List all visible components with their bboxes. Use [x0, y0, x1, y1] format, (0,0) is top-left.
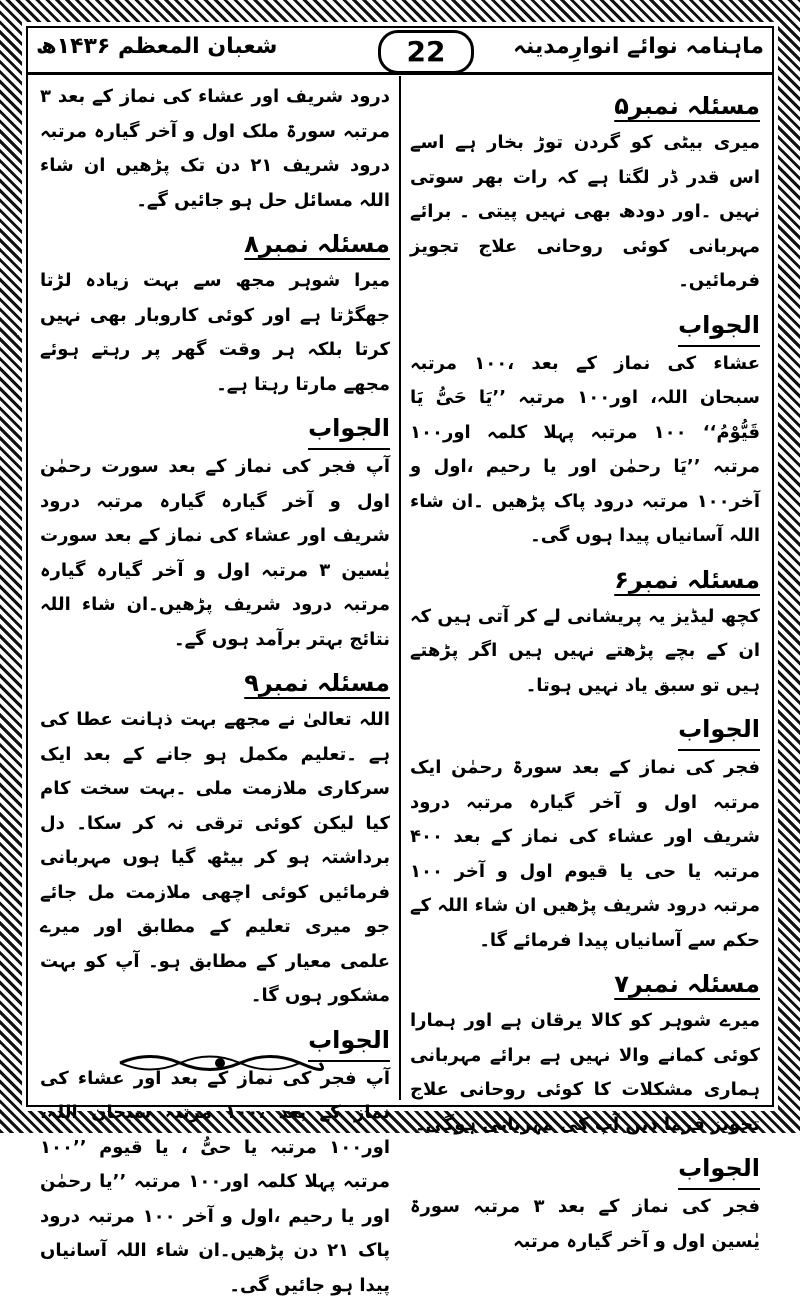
paragraph: درود شریف اور عشاء کی نماز کے بعد ۳ مرتبہ سورۃ ملک اول و آخر گیارہ مرتبہ درود شریف ۲۱ دن تک پڑھیں ان شاء اللہ مسائل حل ہو جائیں گے۔: [40, 80, 390, 218]
paragraph: عشاء کی نماز کے بعد ،۱۰۰ مرتبہ سبحان اللہ، اور۱۰۰ مرتبہ ’’یَا حَیُّ یَا قَیُّوْمُ‘‘ ۱۰۰ مرتبہ پہلا کلمہ اور۱۰۰ مرتبہ ’’یَا رحمٰن اور یا رحیم ،اول و آخر۱۰۰ مرتبہ درود پاک پڑھیں ۔ان شاء اللہ آسانیاں پیدا ہوں گی۔: [410, 347, 760, 554]
paragraph: آپ فجر کی نماز کے بعد اور عشاء کی نماز کے بعد ،۱۰۰ مرتبہ سبحان اللہ، اور۱۰۰ مرتبہ یا حیُّ ، یا قیوم ’’۱۰۰ مرتبہ پہلا کلمہ اور۱۰۰ مرتبہ ’’یا رحمٰن اور یا رحیم ،اول و آخر ۱۰۰ مرتبہ درود پاک ۲۱ دن پڑھیں۔ان شاء اللہ آسانیاں پیدا ہو جائیں گی۔: [40, 1062, 390, 1303]
column-divider: [399, 76, 401, 1100]
paragraph: اللہ تعالیٰ نے مجھے بہت ذہانت عطا کی ہے ۔تعلیم مکمل ہو جانے کے بعد ایک سرکاری ملازمت ملی ۔بہت سخت کام کیا لیکن کوئی ترقی نہ کر سکا۔ دل برداشتہ ہو کر بیٹھ گیا ہوں مہربانی فرمائیں کوئی اچھی ملازمت مل جائے جو میری تعلیم کے مطابق اور میرے علمی معیار کے مطابق ہو۔ آپ کو بہت مشکور ہوں گا۔: [40, 703, 390, 1014]
paragraph: فجر کی نماز کے بعد ۳ مرتبہ سورۃ یٰسین اول و آخر گیارہ مرتبہ: [410, 1190, 760, 1259]
paragraph: کچھ لیڈیز یہ پریشانی لے کر آتی ہیں کہ ان کے بچے پڑھتے نہیں ہیں اگر پڑھتے ہیں تو سبق یاد نہیں ہوتا۔: [410, 600, 760, 704]
answer-heading: الجواب: [678, 709, 760, 751]
paragraph: میرے شوہر کو کالا یرقان ہے اور ہمارا کوئی کمانے والا نہیں ہے برائے مہربانی ہماری مشکلات کا کوئی روحانی علاج تجویز فرما دیں آپ کی مہربانی ہوگی۔: [410, 1004, 760, 1142]
paragraph: میری بیٹی کو گردن توڑ بخار ہے اسے اس قدر ڈر لگتا ہے کہ رات بھر سوتی نہیں ۔اور دودھ بھی نہیں پیتی ۔ برائے مہربانی کوئی روحانی علاج تجویز فرمائیں۔: [410, 126, 760, 299]
paragraph: آپ فجر کی نماز کے بعد سورت رحمٰن اول و آخر گیارہ گیارہ مرتبہ درود شریف اور عشاء کی نماز کے بعد سورت یٰسین ۳ مرتبہ اول و آخر گیارہ گیارہ مرتبہ درود شریف پڑھیں۔ان شاء اللہ نتائج بہتر برآمد ہوں گے۔: [40, 450, 390, 657]
section-heading: مسئلہ نمبر۹: [40, 663, 390, 703]
section-heading: مسئلہ نمبر۶: [410, 560, 760, 600]
issue-date: شعبان المعظم ۱۴۳۶ھ: [36, 34, 277, 59]
answer-heading: الجواب: [308, 1020, 390, 1062]
page-header: [28, 28, 772, 75]
answer-heading: الجواب: [678, 1148, 760, 1190]
right-column: [410, 80, 760, 1259]
answer-heading: الجواب: [308, 408, 390, 450]
paragraph: میرا شوہر مجھ سے بہت زیادہ لڑتا جھگڑتا ہے اور کوئی کاروبار بھی نہیں کرتا بلکہ ہر وقت گھر پر رہتے ہوئے مجھے مارتا رہتا ہے۔: [40, 264, 390, 402]
end-ornament: [110, 1050, 330, 1076]
answer-heading: الجواب: [678, 305, 760, 347]
section-heading: مسئلہ نمبر۷: [410, 964, 760, 1004]
paragraph: فجر کی نماز کے بعد سورۃ رحمٰن ایک مرتبہ اول و آخر گیارہ مرتبہ درود شریف اور عشاء کی نماز کے بعد ۴۰۰ مرتبہ یا حی یا قیوم اول و آخر ۱۰۰ مرتبہ درود شریف پڑھیں ان شاء اللہ کے حکم سے آسانیاں پیدا فرمائے گا۔: [410, 751, 760, 958]
section-heading: مسئلہ نمبر۵: [410, 86, 760, 126]
page-number: 22: [378, 30, 474, 74]
magazine-title: ماہنامہ نوائے انوارِمدینہ: [513, 34, 764, 59]
section-heading: مسئلہ نمبر۸: [40, 224, 390, 264]
left-column: [40, 80, 390, 1303]
